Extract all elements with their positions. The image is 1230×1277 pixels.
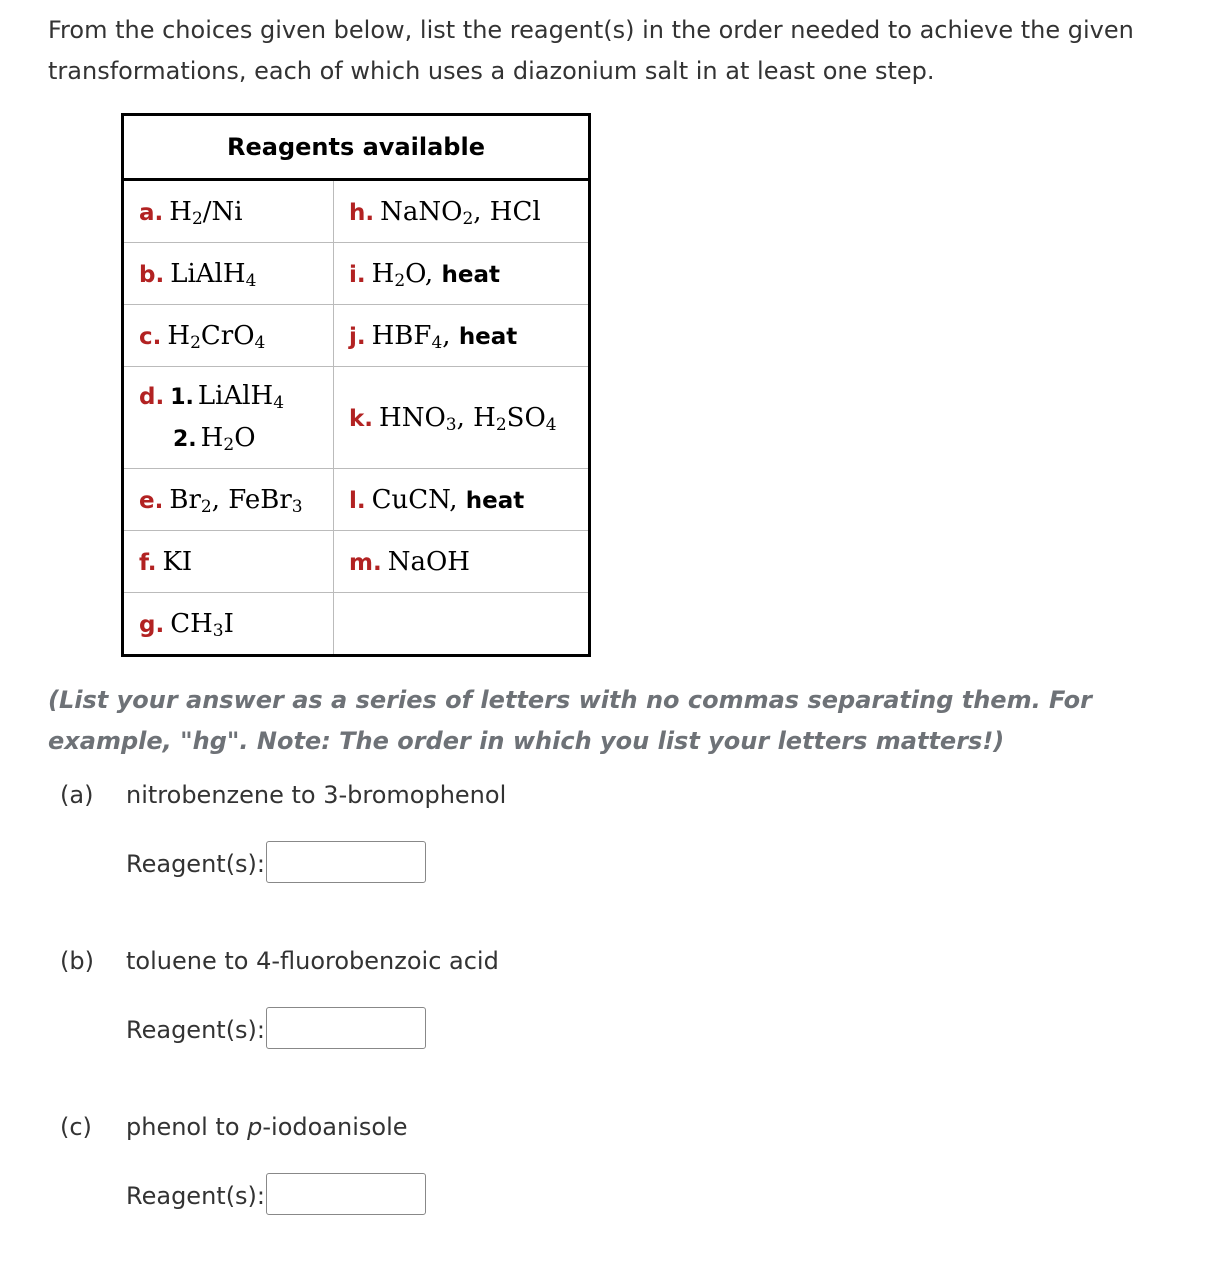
- reagent-l-formula: CuCN,: [371, 484, 466, 515]
- reagent-h-formula: NaNO$_2$, HCl: [380, 196, 541, 229]
- question-a-answer-input[interactable]: [266, 841, 426, 883]
- reagent-a-formula: $H_2/Ni$: [169, 196, 243, 229]
- question-c-answer-input[interactable]: [266, 1173, 426, 1215]
- reagent-f: f. KI: [123, 531, 334, 593]
- reagent-a: a. $H_2/Ni$: [123, 180, 334, 243]
- reagent-k-formula: $HNO_3$, $H_2SO_4$: [379, 402, 557, 435]
- reagent-e: e. $Br_2$, FeBr$_3$: [123, 469, 334, 531]
- reagent-k: k. $HNO_3$, $H_2SO_4$: [334, 367, 590, 469]
- question-c-reagent-label: Reagent(s):: [126, 1182, 266, 1210]
- reagent-b: b. LiAlH$_4$: [123, 243, 334, 305]
- reagent-j-formula: $HBF_4$,: [371, 320, 459, 353]
- reagent-f-formula: KI: [162, 546, 193, 577]
- reagent-j: j. $HBF_4$, heat: [334, 305, 590, 367]
- reagent-l: l. CuCN, heat: [334, 469, 590, 531]
- reagent-c: c. $H_2CrO_4$: [123, 305, 334, 367]
- instructions-text: From the choices given below, list the reagent(s) in the order needed to achieve the given transformations, each of which uses a diazonium salt in at least one step.: [48, 16, 1134, 85]
- reagent-e-formula: $Br_2$, FeBr$_3$: [169, 484, 303, 517]
- reagent-g-formula: $CH_3I$: [170, 608, 234, 641]
- table-header: Reagents available: [123, 115, 590, 180]
- reagent-m: m. NaOH: [334, 531, 590, 593]
- reagent-i: i. $H_2O$, heat: [334, 243, 590, 305]
- reagent-d: d. 1. LiAlH$_4$ 2. $H_2O$: [123, 367, 334, 469]
- question-a-reagent-label: Reagent(s):: [126, 850, 266, 878]
- question-a-label: (a): [60, 781, 94, 809]
- reagent-c-formula: $H_2CrO_4$: [167, 320, 266, 353]
- reagent-b-formula: LiAlH$_4$: [170, 258, 257, 291]
- question-b-answer-input[interactable]: [266, 1007, 426, 1049]
- question-a-text: nitrobenzene to 3-bromophenol: [126, 781, 507, 809]
- reagent-m-formula: NaOH: [387, 546, 470, 577]
- answer-format-note: (List your answer as a series of letters with no commas separating them. For example, "hg". Note: The order in which you list your letters matters!): [48, 686, 1092, 755]
- reagent-i-formula: $H_2O$,: [371, 258, 442, 291]
- question-b-label: (b): [60, 947, 94, 975]
- reagent-empty-cell: [334, 593, 590, 656]
- question-b-text: toluene to 4-fluorobenzoic acid: [126, 947, 499, 975]
- reagent-h: h. NaNO$_2$, HCl: [334, 180, 590, 243]
- reagent-g: g. $CH_3I$: [123, 593, 334, 656]
- question-b-reagent-label: Reagent(s):: [126, 1016, 266, 1044]
- question-c-label: (c): [60, 1113, 92, 1141]
- reagents-table: [121, 113, 591, 657]
- question-c-text: phenol to p-iodoanisole: [126, 1113, 408, 1141]
